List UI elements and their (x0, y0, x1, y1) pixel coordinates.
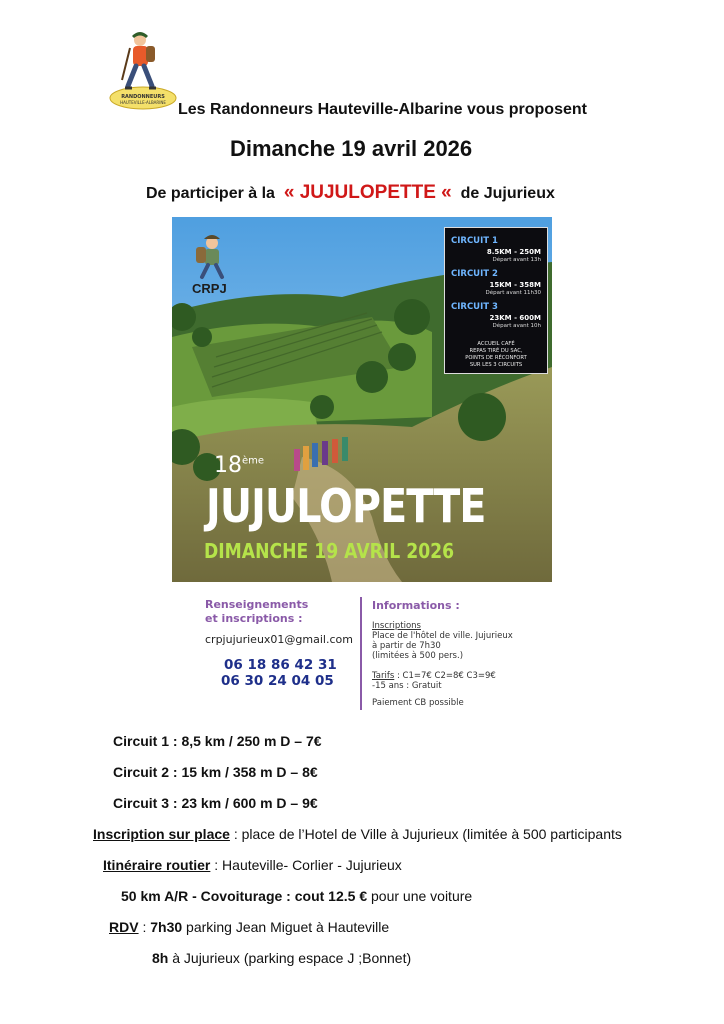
service-line: POINTS DE RÉCONFORT (465, 355, 527, 361)
rdv-line (109, 919, 389, 935)
crpj-label: CRPJ (192, 281, 227, 296)
renseignements-line-2: et inscriptions : (205, 612, 303, 625)
event-poster (172, 217, 552, 582)
tarifs-young: -15 ans : Gratuit (372, 681, 442, 691)
circuit-3-title: CIRCUIT 3 (451, 302, 498, 312)
circuit-2-title: CIRCUIT 2 (451, 269, 498, 279)
inscription-label: Inscription sur place (93, 826, 230, 842)
event-date-heading: Dimanche 19 avril 2026 (230, 136, 473, 161)
rdv-sep: : (138, 919, 151, 935)
tarifs-info (372, 671, 496, 691)
circuit-1-title: CIRCUIT 1 (451, 236, 498, 246)
intro-line: Les Randonneurs Hauteville-Albarine vous proposent (178, 101, 587, 118)
rdv-time: 7h30 (150, 919, 183, 935)
circuit-2-note: Départ avant 11h30 (485, 290, 541, 296)
service-line: REPAS TIRÉ DU SAC, (469, 348, 523, 354)
service-line: ACCUEIL CAFÉ (477, 341, 515, 347)
logo-text-2: HAUTEVILLE-ALBARINE (120, 100, 166, 105)
circuit-2-line: Circuit 2 : 15 km / 358 m D – 8€ (113, 764, 318, 780)
circuit-3-note: Départ avant 10h (492, 323, 541, 329)
participer-prefix: De participer à la (146, 185, 275, 202)
inscription-text-2: (limitée à 500 participants (462, 826, 622, 842)
club-logo (108, 28, 178, 110)
circuit-1-note: Départ avant 13h (492, 257, 541, 263)
renseignements-heading (205, 598, 308, 626)
inscriptions-label: Inscriptions (372, 621, 421, 631)
participer-suffix: de Jujurieux (460, 185, 555, 202)
edition-label (214, 453, 264, 478)
covoiturage-bold: 50 km A/R - Covoiturage : cout 12.5 € (121, 888, 368, 904)
inscription-line (93, 826, 622, 842)
poster-title: JUJULOPETTE (206, 479, 486, 533)
services-note (449, 341, 543, 369)
circuit-1-details: 8.5KM - 250M (486, 248, 541, 256)
covoiturage-line (121, 888, 472, 904)
paiement-info: Paiement CB possible (372, 698, 464, 708)
tarifs-label: Tarifs (372, 671, 395, 681)
renseignements-line-1: Renseignements (205, 598, 309, 611)
inscriptions-info (372, 621, 513, 661)
circuit-3-details: 23KM - 600M (489, 314, 541, 322)
contact-phone-1[interactable]: 06 18 86 42 31 (224, 657, 337, 673)
info-divider (360, 597, 362, 710)
circuit-1-line: Circuit 1 : 8,5 km / 250 m D – 7€ (113, 733, 322, 749)
poster-date: DIMANCHE 19 AVRIL 2026 (204, 539, 455, 563)
rdv-text: parking Jean Miguet à Hauteville (182, 919, 390, 935)
rdv2-time: 8h (152, 950, 169, 966)
itineraire-line (103, 857, 402, 873)
logo-text-1: RANDONNEURS (121, 94, 165, 100)
covoiturage-text: pour une voiture (367, 888, 473, 904)
inscriptions-line: à partir de 7h30 (372, 641, 441, 651)
inscriptions-line: (limitées à 500 pers.) (372, 651, 464, 661)
edition-suffix: ème (242, 455, 265, 467)
itineraire-text: : Hauteville- Corlier - Jujurieux (210, 857, 402, 873)
rdv2-text: à Jujurieux (parking espace J ;Bonnet) (168, 950, 412, 966)
participation-line (146, 182, 555, 204)
rdv-label: RDV (109, 919, 139, 935)
circuits-panel (444, 227, 548, 374)
inscriptions-line: Place de l'hôtel de ville. Jujurieux (372, 631, 513, 641)
edition-number: 18 (214, 453, 242, 478)
informations-heading: Informations : (372, 599, 460, 612)
inscription-text: : place de l’Hotel de Ville à Jujurieux (229, 826, 463, 842)
contact-phone-2[interactable]: 06 30 24 04 05 (221, 673, 334, 689)
service-line: SUR LES 3 CIRCUITS (469, 362, 523, 368)
event-name: « JUJULOPETTE « (283, 182, 452, 203)
circuit-3-line: Circuit 3 : 23 km / 600 m D – 9€ (113, 795, 318, 811)
rdv2-line (152, 950, 411, 966)
contact-email[interactable]: crpjujurieux01@gmail.com (205, 633, 353, 646)
itineraire-label: Itinéraire routier (103, 857, 211, 873)
tarifs-values: : C1=7€ C2=8€ C3=9€ (394, 671, 496, 681)
circuit-2-details: 15KM - 358M (489, 281, 541, 289)
